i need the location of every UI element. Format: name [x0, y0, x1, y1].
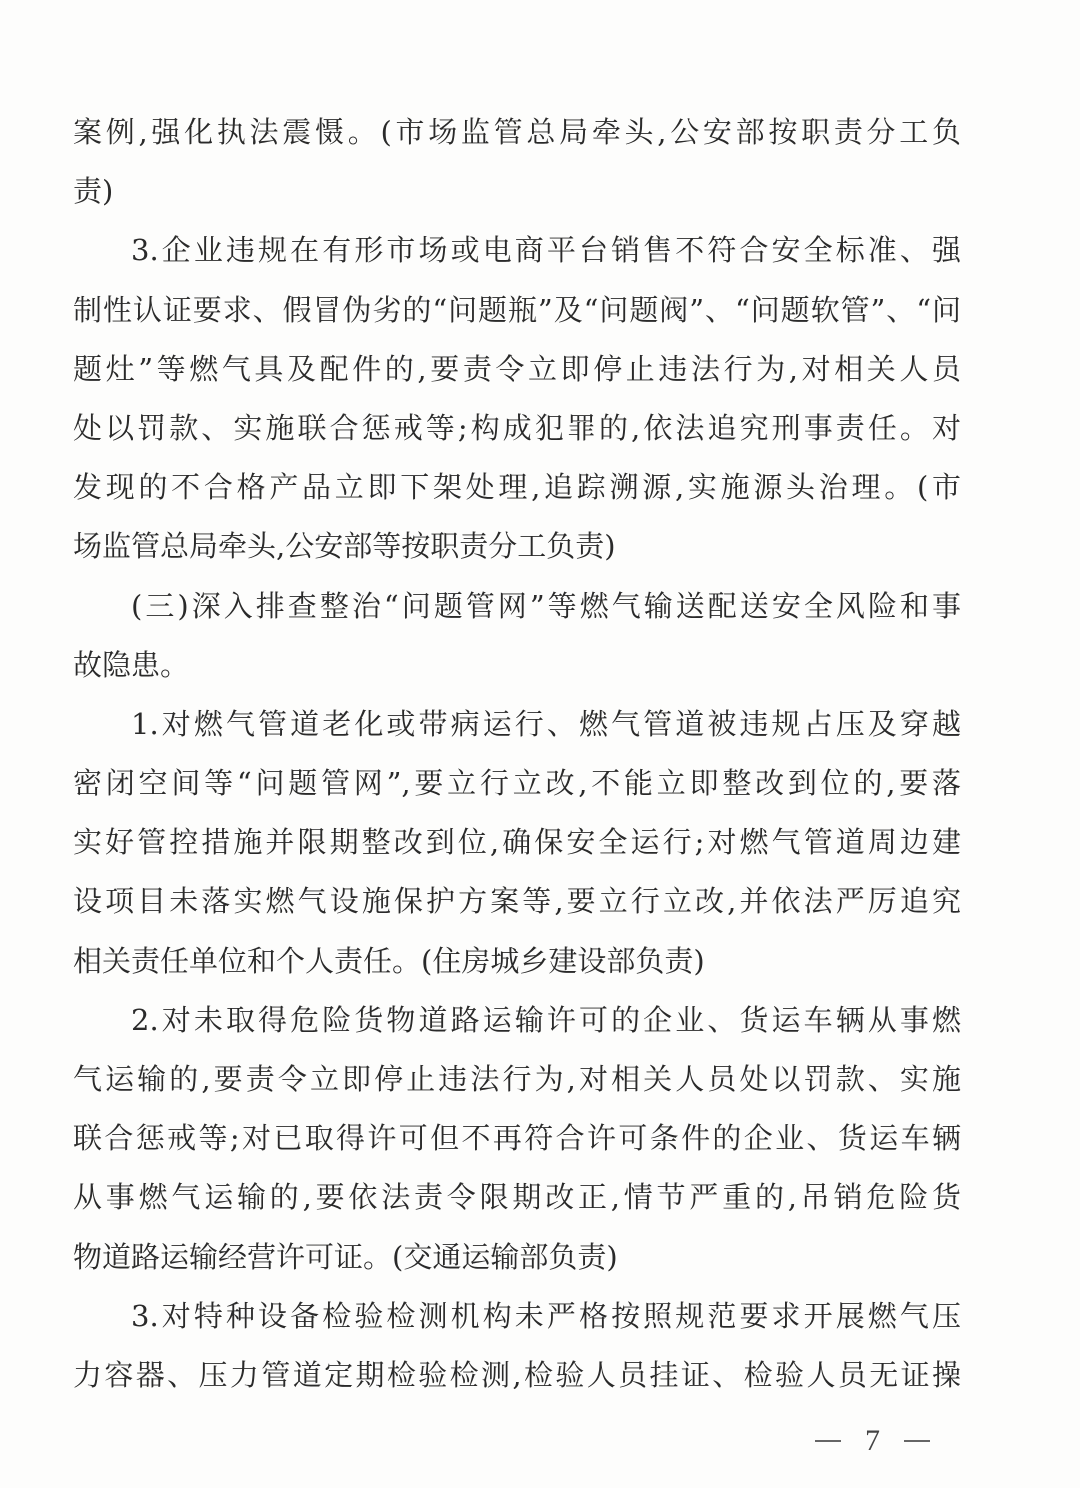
- paragraph-item-3-market: [73, 221, 961, 576]
- paragraph-item-3-inspection: [73, 1287, 961, 1405]
- text-line: 案例,强化执法震慑。(市场监管总局牵头,公安部按职责分工负: [73, 115, 961, 149]
- page-number-value: 7: [865, 1424, 880, 1457]
- text-line: 物道路运输经营许可证。(交通运输部负责): [73, 1239, 618, 1274]
- text-line: 制性认证要求、假冒伪劣的“问题瓶”及“问题阀”、“问题软管”、“问: [73, 292, 961, 327]
- text-line: 题灶”等燃气具及配件的,要责令立即停止违法行为,对相关人员: [73, 351, 961, 386]
- text-line: 3.对特种设备检验检测机构未严格按照规范要求开展燃气压: [131, 1298, 961, 1333]
- text-line: 设项目未落实燃气设施保护方案等,要立行立改,并依法严厉追究: [73, 884, 961, 919]
- paragraph-item-2-transport: [73, 991, 961, 1287]
- text-line: 相关责任单位和个人责任。(住房城乡建设部负责): [73, 943, 705, 978]
- text-line: 密闭空间等“问题管网”,要立行立改,不能立即整改到位的,要落: [73, 766, 961, 801]
- text-line: 场监管总局牵头,公安部等按职责分工负责): [73, 529, 616, 564]
- document-page: [73, 103, 961, 1405]
- text-line: 实好管控措施并限期整改到位,确保安全运行;对燃气管道周边建: [73, 825, 961, 860]
- text-line: 处以罚款、实施联合惩戒等;构成犯罪的,依法追究刑事责任。对: [73, 410, 961, 445]
- text-line: 责): [73, 174, 114, 209]
- section-heading-3: [73, 577, 961, 695]
- text-line: 联合惩戒等;对已取得许可但不再符合许可条件的企业、货运车辆: [73, 1121, 961, 1156]
- text-line: 气运输的,要责令立即停止违法行为,对相关人员处以罚款、实施: [73, 1062, 961, 1096]
- dash-right: [904, 1440, 930, 1442]
- text-line: 力容器、压力管道定期检验检测,检验人员挂证、检验人员无证操: [73, 1357, 961, 1392]
- text-line: 发现的不合格产品立即下架处理,追踪溯源,实施源头治理。(市: [73, 470, 961, 505]
- text-line: 故隐患。: [73, 647, 190, 682]
- text-line: 2.对未取得危险货物道路运输许可的企业、货运车辆从事燃: [131, 1002, 961, 1037]
- paragraph-continuation: [73, 103, 961, 221]
- dash-left: [815, 1440, 841, 1442]
- paragraph-item-1-pipeline: [73, 695, 961, 991]
- text-line: (三)深入排查整治“问题管网”等燃气输送配送安全风险和事: [131, 588, 961, 623]
- text-line: 1.对燃气管道老化或带病运行、燃气管道被违规占压及穿越: [131, 706, 961, 741]
- page-number: [815, 1424, 930, 1458]
- text-line: 3.企业违规在有形市场或电商平台销售不符合安全标准、强: [131, 233, 961, 268]
- text-line: 从事燃气运输的,要依法责令限期改正,情节严重的,吊销危险货: [73, 1180, 961, 1215]
